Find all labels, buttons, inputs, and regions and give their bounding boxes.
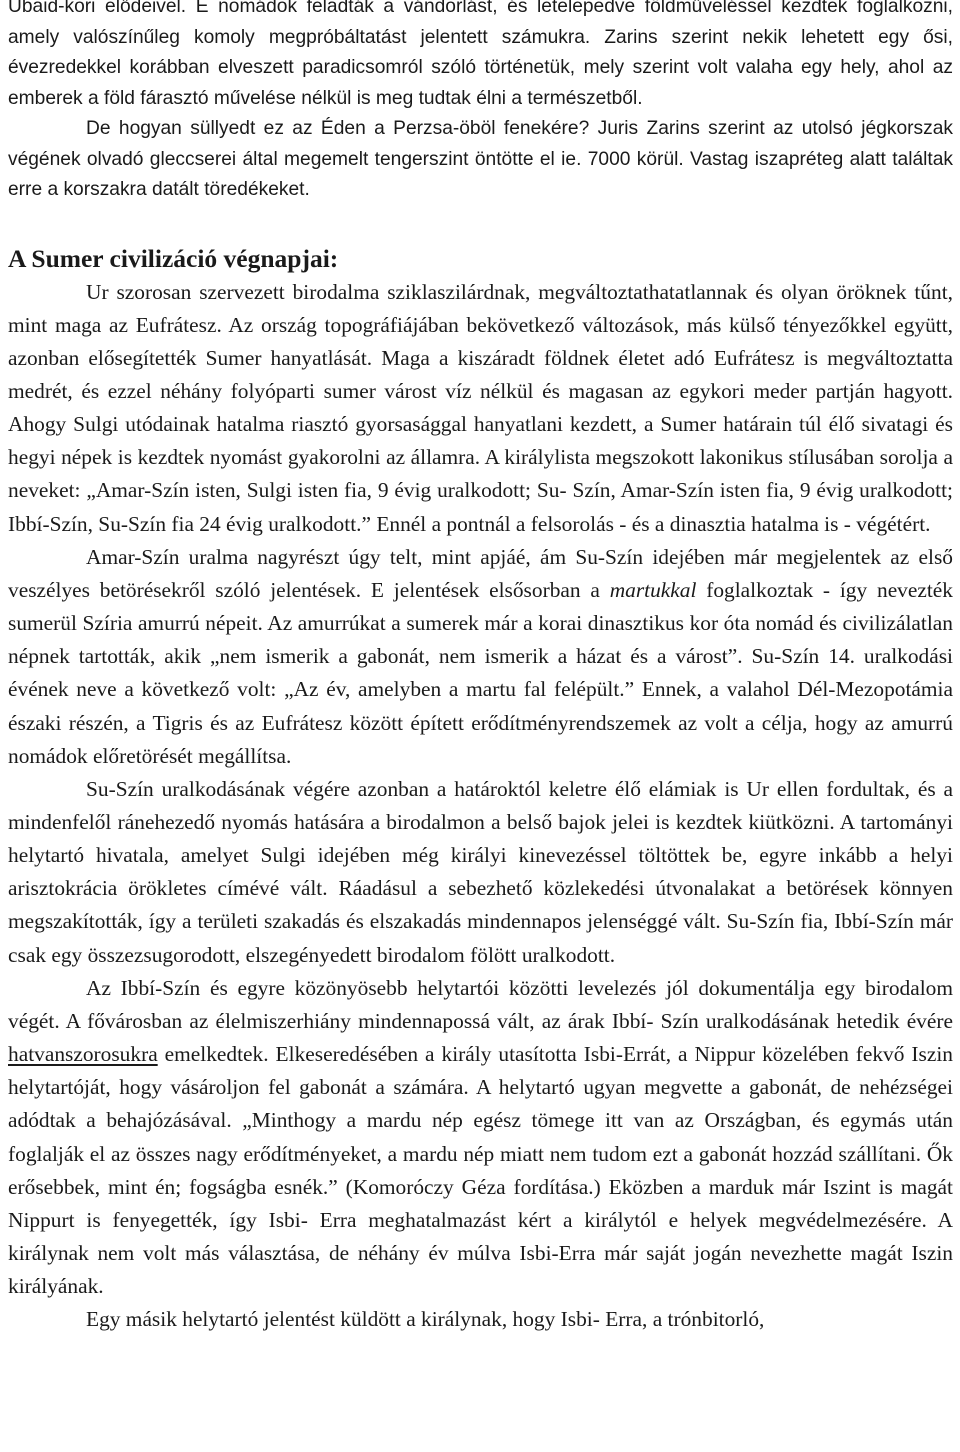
- intro-paragraph-1: Ubaid-kori elődeivel. E nomádok feladták a vándorlást, és letelepedve földműveléssel kezdtek foglalkozni, amely valószínűleg komoly megpróbáltatást jelentett számukra. Zarins szerint nekik lehetett egy ősi, évezredekkel korábban elveszett paradicsomról szóló történetük, mely szerint volt valaha egy hely, ahol az emberek a föld fárasztó művelése nélkül is meg tudtak élni a természetből.: [8, 0, 953, 109]
- section-paragraph-3: Su-Szín uralkodásának végére azonban a határoktól keletre élő elámiak is Ur ellen fordultak, és a mindenfelől ránehezedő nyomás hatására a birodalmon a belső bajok jelei is kezdtek kiütközni. A tartományi helytartó hivatala, amelyet Sulgi idejében még királyi kinevezéssel töltöttek be, egyre inkább a helyi arisztokrácia örökletes címévé vált. Ráadásul a sebezhető közlekedési útvonalakat a betörések könnyen megszakították, így a területi szakadás és elszakadás mindennapos jelenséggé vált. Su-Szín fia, Ibbí-Szín már csak egy összezsugorodott, elszegényedett birodalom fölött uralkodott.: [8, 776, 953, 967]
- paragraph-2-text-a: Amar-Szín uralma nagyrészt úgy telt, mint apjáé, ám Su-Szín idejében már megjelentek az első veszélyes betörésekről szóló jelentések. E jelentések elsősorban a: [8, 544, 953, 602]
- document-page: [8, 0, 953, 1337]
- martukkal-italic-word: martukkal: [609, 577, 697, 602]
- hatvanszorosukra-underlined-word: hatvanszorosukra: [8, 1042, 158, 1067]
- section-paragraph-1: Ur szorosan szervezett birodalma sziklaszilárdnak, megváltoztathatatlannak és olyan öröknek tűnt, mint maga az Eufrátesz. Az ország topográfiájában bekövetkező változások, más külső tényezőkkel együtt, azonban elősegítették Sumer hanyatlását. Maga a kiszáradt földnek életet adó Eufrátesz is megváltoztatta medrét, és ezzel néhány folyóparti sumer várost víz nélkül és magasan az egykori meder partján hagyott. Ahogy Sulgi utódainak hatalma riasztó gyorsasággal hanyatlani kezdett, a Sumer határain túl élő sivatagi és hegyi népek is kezdtek nyomást gyakorolni az államra. A királylista megszokott lakonikus stílusában sorolja a neveket: „Amar-Szín isten, Sulgi isten fia, 9 évig uralkodott; Su- Szín, Amar-Szín isten fia, 9 évig uralkodott; Ibbí-Szín, Su-Szín fia 24 évig uralkodott.” Ennél a pontnál a felsorolás - és a dinasztia hatalma is - végétért.: [8, 279, 953, 536]
- section-heading: A Sumer civilizáció végnapjai:: [8, 243, 339, 273]
- paragraph-2-text-b: foglalkoztak - így nevezték sumerül Szíria amurrú népeit. Az amurrúkat a sumerek már a korai dinasztikus kor óta nomád és civilizálatlan népnek tartották, akik „nem ismerik a gabonát, nem ismerik a házat és a várost”. Su-Szín 14. uralkodási évének neve a következő volt: „Az év, amelyben a martu fal felépült.” Ennek, a valahol Dél-Mezopotámia északi részén, a Tigris és az Eufrátesz között épített erődítményrendszemek az volt a célja, hogy az amurrú nomádok előretörését megállítsa.: [8, 577, 953, 768]
- section-paragraph-5: Egy másik helytartó jelentést küldött a királynak, hogy Isbi- Erra, a trónbitorló,: [86, 1307, 765, 1332]
- section-paragraph-4: [8, 972, 953, 1304]
- intro-paragraph-2: De hogyan süllyedt ez az Éden a Perzsa-öböl fenekére? Juris Zarins szerint az utolsó jégkorszak végének olvadó gleccserei által megemelt tengerszint öntötte el ie. 7000 körül. Vastag iszapréteg alatt találtak erre a korszakra datált töredékeket.: [8, 118, 953, 200]
- paragraph-4-text-a: Az Ibbí-Szín és egyre közönyösebb helytartói közötti levelezés jól dokumentálja egy birodalom végét. A fővárosban az élelmiszerhiány mindennapossá vált, az árak Ibbí- Szín uralkodásának hetedik évére: [8, 975, 953, 1033]
- paragraph-4-text-b: emelkedtek. Elkeseredésében a király utasította Isbi-Errát, a Nippur közelében fekvő Iszin helytartóját, hogy vásároljon fel gabonát a számára. A helytartó ugyan megvette a gabonát, de nehézségei adódtak a behajózásával. „Minthogy a mardu nép egész tömege itt van az Országban, és egymás után foglalják el az összes nagy erődítményeket, a mardu nép miatt nem tudom ezt a gabonát hozzád szállítani. Ők erősebbek, mint én; fogságba esnék.” (Komoróczy Géza fordítása.) Eközben a marduk már Iszint is magát Nippurt is fenyegették, így Isbi- Erra meghatalmazást kért a királytól e helyek megvédelmezésére. A királynak nem volt más választása, de néhány év múlva Isbi-Erra már saját jogán nevezhette magát Iszin királyának.: [8, 1042, 953, 1299]
- section-paragraph-2: [8, 541, 953, 773]
